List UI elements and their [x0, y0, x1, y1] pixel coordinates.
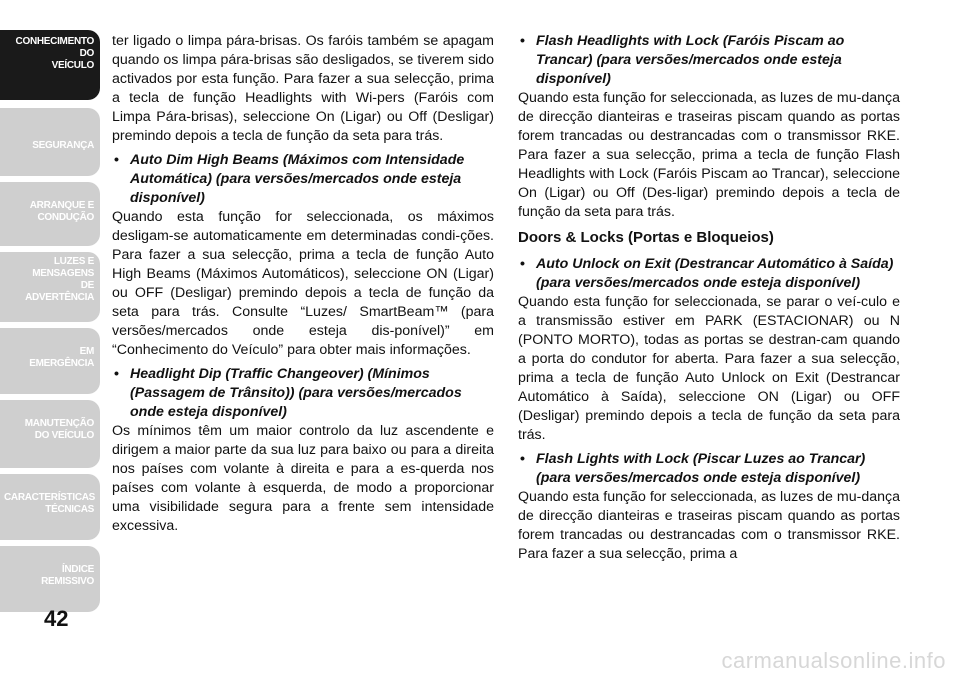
tab-manutencao-do-veiculo[interactable]: MANUTENÇÃO DO VEÍCULO — [0, 400, 100, 468]
paragraph: Os mínimos têm um maior controlo da luz ascendente e dirigem a maior parte da sua luz para baixo ou para a direita nos países com volante à direita e para a es-querda nos países com volante à esquerda, de modo a proporcionar uma visibilidade segura para a frente sem intensidade excessiva. — [112, 423, 494, 534]
tab-arranque-e-conducao[interactable]: ARRANQUE E CONDUÇÃO — [0, 182, 100, 246]
paragraph: Quando esta função for seleccionada, os máximos desligam-se automaticamente em determinadas condi-ções. Para fazer a sua selecção, prima a tecla de função Auto High Beams (Máximos Automáticos), seleccione ON (Ligar) ou OFF (Desligar) premindo depois a tecla de função da seta para trás. Consulte “Luzes/ SmartBeam™ (para versões/mercados onde esteja dis-ponível)” em “Conhecimento do Veículo” para obter mais informações. — [112, 209, 494, 358]
watermark: carmanualsonline.info — [721, 648, 946, 673]
bullet-text: Auto Dim High Beams (Máximos com Intensidade Automática) (para versões/mercados onde esteja disponível) — [130, 152, 465, 206]
tab-conhecimento-do-veiculo[interactable]: CONHECIMENTO DO VEÍCULO — [0, 30, 100, 100]
bullet-heading — [518, 450, 900, 488]
paragraph: Quando esta função for seleccionada, as luzes de mu-dança de direcção dianteiras e traseiras piscam quando as portas forem trancadas ou destrancadas com o transmissor RKE. Para fazer a sua selecção, prima a tecla de função Flash Headlights with Lock (Faróis Piscam ao Trancar), seleccione On (Ligar) ou Off (Des-ligar) premindo depois a tecla de função da seta para trás. — [518, 90, 900, 220]
tab-em-emergencia[interactable]: EM EMERGÊNCIA — [0, 328, 100, 394]
tab-luzes-e-mensagens[interactable]: LUZES E MENSAGENS DE ADVERTÊNCIA — [0, 252, 100, 322]
section-heading: Doors & Locks (Portas e Bloqueios) — [518, 229, 774, 246]
left-column — [112, 32, 494, 541]
bullet-text: Flash Headlights with Lock (Faróis Piscam ao Trancar) (para versões/mercados onde esteja disponível) — [536, 33, 845, 87]
paragraph: Quando esta função for seleccionada, se parar o veí-culo e a transmissão estiver em PARK (ESTACIONAR) ou N (PONTO MORTO), todas as portas se destran-cam quando a porta do condutor for aberta. Para fazer a sua selecção, prima a tecla de função Auto Unlock on Exit (Destrancar Automático à Saída), seleccione ON (Ligar) ou OFF (Desligar) premindo depois a tecla de função da seta para trás. — [518, 294, 900, 443]
page-number: 42 — [44, 606, 69, 631]
bullet-icon: • — [114, 152, 119, 168]
bullet-icon: • — [114, 366, 119, 382]
bullet-icon: • — [520, 33, 525, 49]
bullet-icon: • — [520, 256, 525, 272]
paragraph: ter ligado o limpa pára-brisas. Os faróis também se apagam quando os limpa pára-brisas são desligados, se tiverem sido activados por esta função. Para fazer a sua selecção, prima a tecla de função Headlights with Wi-pers (Faróis com Limpa Pára-brisas), seleccione On (Ligar) ou Off (Desligar) premindo depois a tecla de função da seta para trás. — [112, 33, 494, 144]
bullet-icon: • — [520, 451, 525, 467]
tab-indice-remissivo[interactable]: ÍNDICE REMISSIVO — [0, 546, 100, 612]
paragraph: Quando esta função for seleccionada, as luzes de mu-dança de direcção dianteiras e traseiras piscam quando as portas forem trancadas ou destrancadas com o transmissor RKE. Para fazer a sua selecção, prima a — [518, 489, 900, 562]
bullet-heading — [518, 255, 900, 293]
bullet-heading — [518, 32, 900, 89]
tab-caracteristicas-tecnicas[interactable]: CARACTERÍSTICAS TÉCNICAS — [0, 474, 100, 540]
tab-seguranca[interactable]: SEGURANÇA — [0, 108, 100, 176]
bullet-heading — [112, 151, 494, 208]
bullet-text: Flash Lights with Lock (Piscar Luzes ao Trancar) (para versões/mercados onde esteja disponível) — [536, 451, 866, 486]
bullet-text: Auto Unlock on Exit (Destrancar Automático à Saída) (para versões/mercados onde esteja disponível) — [536, 256, 894, 291]
right-column — [518, 32, 900, 569]
chapter-sidebar — [0, 0, 103, 678]
bullet-text: Headlight Dip (Traffic Changeover) (Mínimos (Passagem de Trânsito)) (para versões/mercados onde esteja disponível) — [130, 366, 462, 420]
bullet-heading — [112, 365, 494, 422]
